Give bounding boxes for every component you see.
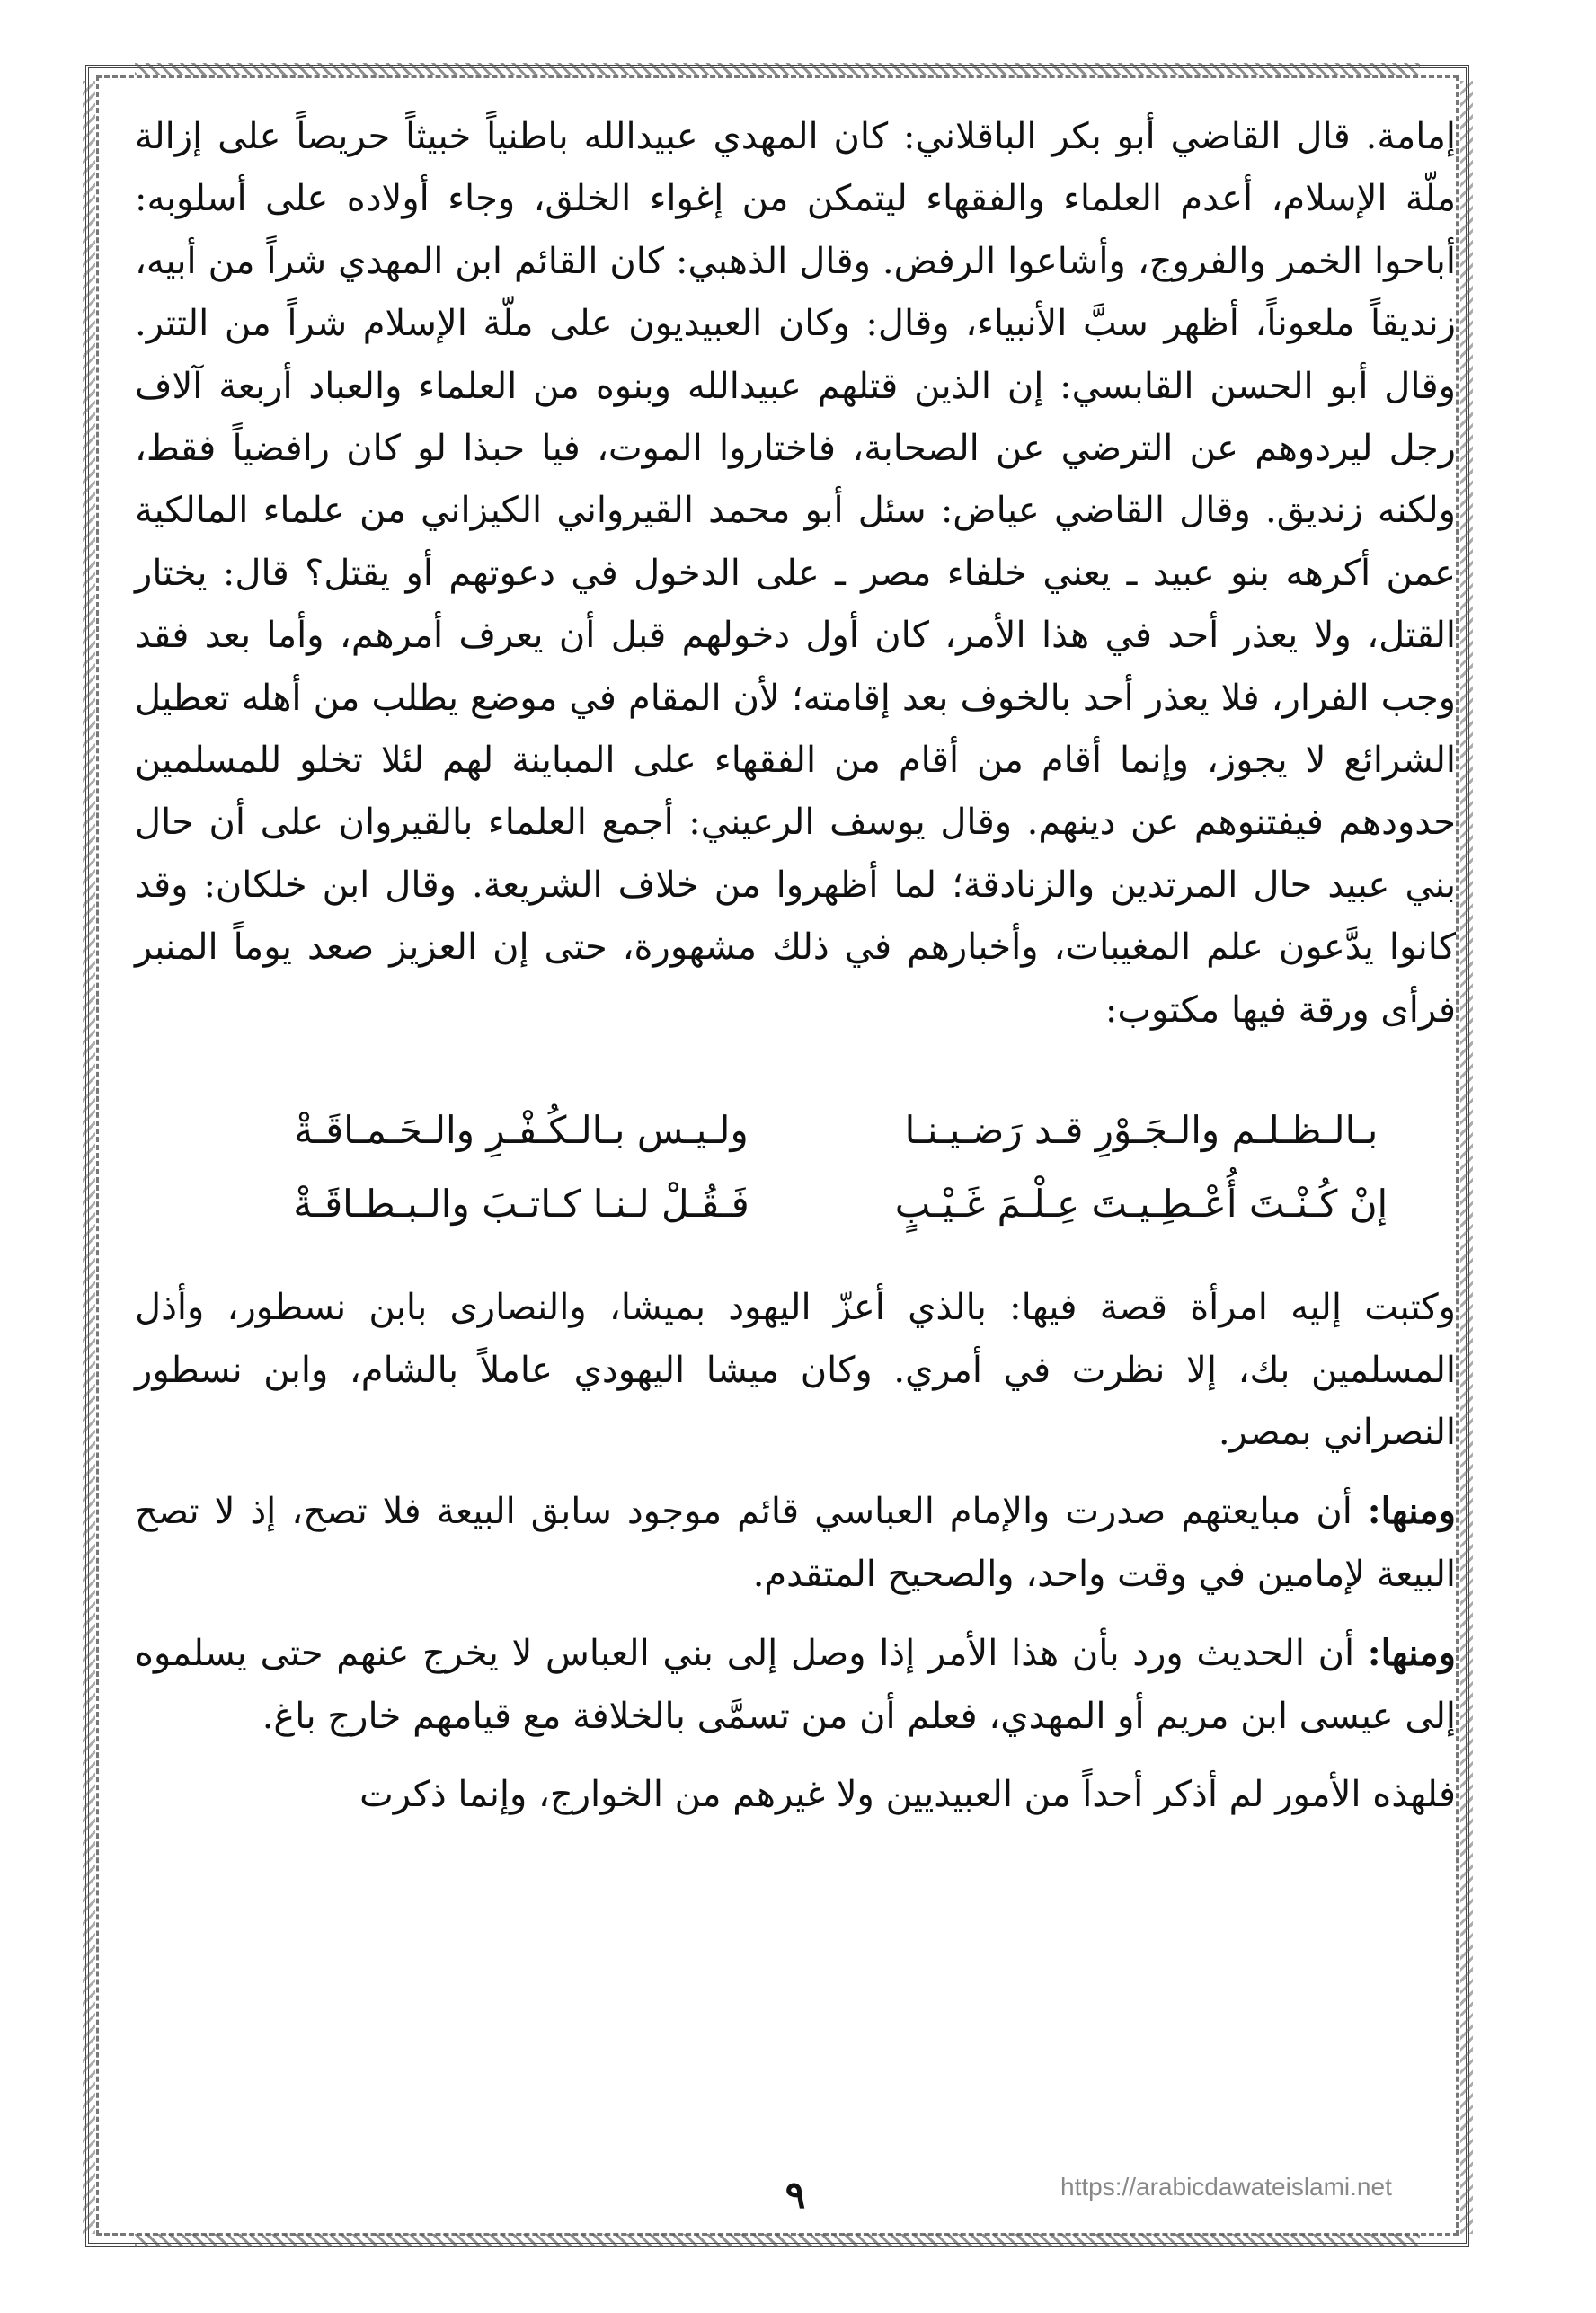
point-text: أن مبايعتهم صدرت والإمام العباسي قائم موجود سابق البيعة فلا تصح، إذ لا تصح البيعة لإمامين في وقت واحد، والصحيح المتقدم.	[135, 1491, 1456, 1595]
paragraph-after-poem: وكتبت إليه امرأة قصة فيها: بالذي أعزّ اليهود بميشا، والنصارى بابن نسطور، وأذل المسلمين بك، إلا نظرت في أمري. وكان ميشا اليهودي عاملاً بالشام، وابن نسطور النصراني بمصر.	[135, 1287, 1456, 1453]
hemistich-right: بـالـظـلـم والـجَـوْرِ قـد رَضـيـنـا	[904, 1108, 1379, 1153]
ornament-top	[135, 63, 1420, 75]
ornament-bottom	[135, 2234, 1420, 2247]
point-1	[135, 1480, 1456, 1606]
paragraph-1	[135, 106, 1456, 1041]
point-lead: ومنها:	[1367, 1490, 1456, 1533]
point-lead: ومنها:	[1367, 1632, 1456, 1675]
poem-verse-1	[135, 1094, 1456, 1167]
point-2	[135, 1622, 1456, 1748]
watermark-url: https://arabicdawateislami.net	[1060, 2173, 1392, 2201]
closing-paragraph: فلهذه الأمور لم أذكر أحداً من العبيديين ولا غيرهم من الخوارج، وإنما ذكرت	[359, 1773, 1456, 1815]
poem-verse-2	[135, 1167, 1456, 1241]
paragraph-text: إمامة. قال القاضي أبو بكر الباقلاني: كان المهدي عبيدالله باطنياً خبيثاً حريصاً على إزالة ملّة الإسلام، أعدم العلماء والفقهاء ليتمكن من إغواء الخلق، وجاء أولاده على أسلوبه: أباحوا الخمر والفروج، وأشاعوا الرفض. وقال الذهبي: كان القائم ابن المهدي شراً من أبيه، زنديقاً ملعوناً، أظهر سبَّ الأنبياء، وقال: وكان العبيديون على ملّة الإسلام شراً من التتر. وقال أبو الحسن القابسي: إن الذين قتلهم عبيدالله وبنوه من العلماء والعباد أربعة آلاف رجل ليردوهم عن الترضي عن الصحابة، فاختاروا الموت، فيا حبذا لو كان رافضياً فقط، ولكنه زنديق. وقال القاضي عياض: سئل أبو محمد القيرواني الكيزاني من علماء المالكية عمن أكرهه بنو عبيد ـ يعني خلفاء مصر ـ على الدخول في دعوتهم أو يقتل؟ قال: يختار القتل، ولا يعذر أحد في هذا الأمر، كان أول دخولهم قبل أن يعرف أمرهم، وأما بعد فقد وجب الفرار، فلا يعذر أحد بالخوف بعد إقامته؛ لأن المقام في موضع يطلب من أهله تعطيل الشرائع لا يجوز، وإنما أقام من أقام من الفقهاء على المباينة لهم لئلا تخلو للمسلمين حدودهم فيفتنوهم عن دينهم. وقال يوسف الرعيني: أجمع العلماء بالقيروان على أن حال بني عبيد حال المرتدين والزنادقة؛ لما أظهروا من خلاف الشريعة. وقال ابن خلكان: وقد كانوا يدَّعون علم المغيبات، وأخبارهم في ذلك مشهورة، حتى إن العزيز صعد يوماً المنبر فرأى ورقة فيها مكتوب:	[135, 116, 1456, 1031]
page-number: ٩	[785, 2173, 806, 2217]
ornament-left	[83, 81, 95, 2234]
ornament-right	[1460, 81, 1473, 2234]
point-text: أن الحديث ورد بأن هذا الأمر إذا وصل إلى بني العباس لا يخرج عنهم حتى يسلموه إلى عيسى ابن مريم أو المهدي، فعلم أن من تسمَّى بالخلافة مع قيامهم خارج باغ.	[135, 1633, 1456, 1737]
hemistich-right: إنْ كُـنْـتَ أُعْـطِـيـتَ عِـلْـمَ غَـيْـبٍ	[894, 1182, 1388, 1227]
hemistich-left: فَـقُـلْ لـنـا كـاتـبَ والـبـطـاقَـةْ	[293, 1182, 749, 1227]
page-body	[135, 106, 1456, 1826]
poem	[135, 1094, 1456, 1241]
hemistich-left: ولـيـس بـالـكُـفْـرِ والـحَـمـاقَـةْ	[294, 1108, 749, 1153]
